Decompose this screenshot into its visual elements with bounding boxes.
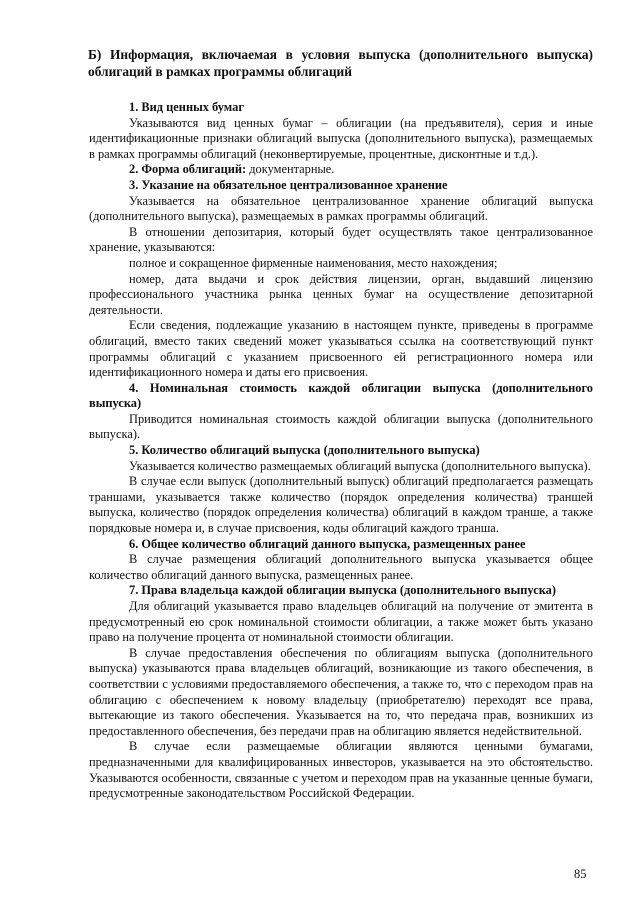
section-7-paragraph-1: Для облигаций указывается право владельцев облигаций на получение от эмитента в предусмотренный ею срок номинальной стоимости облигации, а также может быть указано право на получение процента от номинальной стоимости облигации. — [89, 599, 593, 645]
section-2-title: 2. Форма облигаций: — [129, 162, 247, 177]
section-3-paragraph-3: полное и сокращенное фирменные наименования, место нахождения; — [129, 255, 498, 270]
section-4-title: 4. Номинальная стоимость каждой облигации выпуска (дополнительного выпуска) — [89, 380, 593, 411]
section-7-paragraph-3: В случае если размещаемые облигации являются ценными бумагами, предназначенными для квалифицированных инвесторов, указывается на это обстоятельство. Указываются особенности, связанные с учетом и переходом прав на указанные ценные бумаги, предусмотренные законодательством Российской Федерации. — [89, 739, 593, 801]
section-4-paragraph: Приводится номинальная стоимость каждой облигации выпуска (дополнительного выпуска). — [89, 411, 593, 442]
page-number: 85 — [574, 867, 587, 881]
section-3-title: 3. Указание на обязательное централизованное хранение — [129, 177, 448, 192]
section-1-title: 1. Вид ценных бумаг — [129, 100, 244, 114]
section-7-paragraph-2: В случае предоставления обеспечения по облигациям выпуска (дополнительного выпуска) указываются права владельцев облигаций, возникающие из такого обеспечения, в соответствии с условиями предоставляемого обеспечения, а также то, что с переходом прав на облигацию с обеспечением к новому владельцу (приобретателю) переходят все права, вытекающие из такого обеспечения. Указывается на то, что передача прав, возникших из предоставленного обеспечения, без передачи прав на облигацию является недействительной. — [89, 645, 593, 738]
section-5-paragraph-1: Указывается количество размещаемых облигаций выпуска (дополнительного выпуска). — [129, 458, 591, 473]
section-3-paragraph-5: Если сведения, подлежащие указанию в настоящем пункте, приведены в программе облигаций, вместо таких сведений может указываться ссылка на соответствующий пункт программы облигаций с указанием присвоенного ей регистрационного номера или идентификационного номера и даты его присвоения. — [89, 318, 593, 380]
section-3-paragraph-2: В отношении депозитария, который будет осуществлять такое централизованное хранение, указываются: — [89, 224, 593, 255]
section-5-paragraph-2: В случае если выпуск (дополнительный выпуск) облигаций предполагается размещать траншами, указывается также количество (порядок определения количества) траншей выпуска, количество (порядок определения количества) облигаций в каждом транше, а также порядковые номера и, в случае присвоения, коды облигаций каждого транша. — [89, 474, 593, 536]
section-3-paragraph-1: Указывается на обязательное централизованное хранение облигаций выпуска (дополнительного выпуска), размещаемых в рамках программы облигаций. — [89, 193, 593, 224]
section-6-paragraph: В случае размещения облигаций дополнительного выпуска указывается общее количество облигаций данного выпуска, размещенных ранее. — [89, 552, 593, 582]
section-6-title: 6. Общее количество облигаций данного выпуска, размещенных ранее — [129, 536, 526, 551]
section-5-title: 5. Количество облигаций выпуска (дополнительного выпуска) — [129, 443, 480, 458]
section-heading: Б) Информация, включаемая в условия выпуска (дополнительного выпуска) облигаций в рамках программы облигаций — [88, 47, 593, 79]
section-1-paragraph: Указываются вид ценных бумаг – облигации (на предъявителя), серия и иные идентификационные признаки облигаций выпуска (дополнительного выпуска), размещаемых в рамках программы облигаций (неконвертируемые, процентные, дисконтные и т.д.). — [89, 115, 593, 161]
section-2-line — [89, 162, 593, 178]
section-2-text: документарные. — [246, 162, 335, 177]
section-7-title: 7. Права владельца каждой облигации выпуска (дополнительного выпуска) — [129, 583, 556, 598]
document-body — [89, 100, 593, 802]
section-3-paragraph-4: номер, дата выдачи и срок действия лицензии, орган, выдавший лицензию профессионального участника рынка ценных бумаг на осуществление депозитарной деятельности. — [89, 271, 593, 317]
